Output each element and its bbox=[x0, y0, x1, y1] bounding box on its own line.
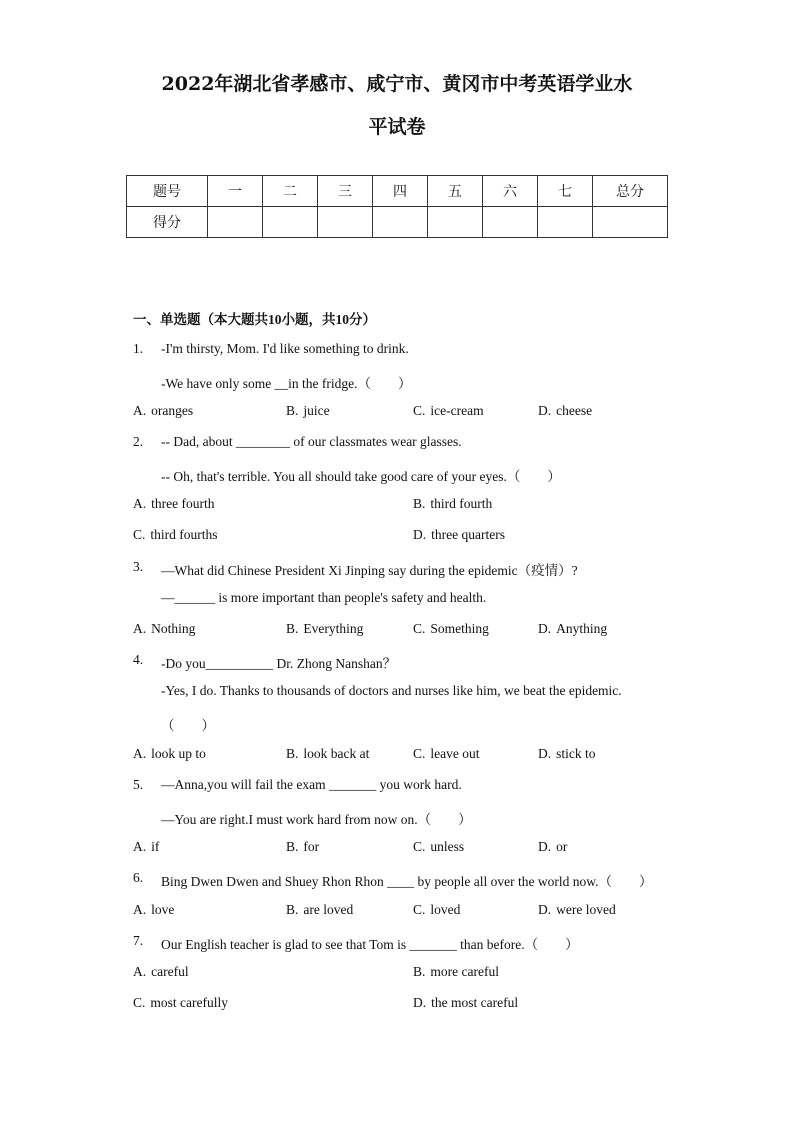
option-d bbox=[538, 902, 616, 918]
option-d bbox=[538, 839, 567, 855]
option-b bbox=[286, 403, 330, 419]
question-number: 1. bbox=[133, 341, 144, 356]
score-header-cell: 题号 bbox=[127, 176, 208, 207]
question-line: —What did Chinese President Xi Jinping say during the epidemic（疫情）? bbox=[161, 563, 578, 578]
question-line: —Anna,you will fail the exam _______ you work hard. bbox=[161, 777, 462, 792]
score-cell bbox=[428, 207, 483, 238]
option-text: Something bbox=[430, 621, 489, 636]
option-text: third fourth bbox=[430, 496, 493, 511]
option-letter: B. bbox=[413, 496, 426, 511]
option-text: careful bbox=[151, 964, 189, 979]
section-mid: 小题，共 bbox=[281, 312, 336, 328]
option-text: look back at bbox=[303, 746, 370, 761]
question-line: -We have only some __in the fridge.（ ） bbox=[161, 376, 412, 391]
option-text: ice-cream bbox=[430, 403, 484, 418]
document-title-line2: 平试卷 bbox=[368, 116, 426, 138]
option-b bbox=[286, 839, 319, 855]
option-text: were loved bbox=[556, 902, 616, 917]
option-c bbox=[413, 621, 489, 637]
option-text: loved bbox=[430, 902, 461, 917]
question-line: -I'm thirsty, Mom. I'd like something to drink. bbox=[161, 341, 409, 356]
option-c bbox=[133, 995, 228, 1011]
option-b bbox=[286, 902, 353, 918]
option-d bbox=[538, 621, 607, 637]
score-header-cell: 二 bbox=[263, 176, 318, 207]
option-d bbox=[538, 746, 596, 762]
question-number: 2. bbox=[133, 434, 144, 449]
option-a bbox=[133, 964, 189, 980]
option-a bbox=[133, 902, 174, 918]
option-text: stick to bbox=[556, 746, 596, 761]
question-line: -Yes, I do. Thanks to thousands of doctors and nurses like him, we beat the epidemic. bbox=[161, 683, 622, 698]
score-cell bbox=[538, 207, 593, 238]
score-header-cell: 三 bbox=[318, 176, 373, 207]
score-cell bbox=[263, 207, 318, 238]
option-letter: A. bbox=[133, 496, 147, 511]
score-cell bbox=[373, 207, 428, 238]
option-letter: C. bbox=[413, 902, 426, 917]
option-c bbox=[133, 527, 218, 543]
score-header-cell: 五 bbox=[428, 176, 483, 207]
section-end: 分） bbox=[349, 312, 376, 328]
option-a bbox=[133, 621, 195, 637]
option-letter: D. bbox=[538, 902, 552, 917]
score-table bbox=[126, 175, 668, 238]
option-a bbox=[133, 403, 193, 419]
score-cell bbox=[483, 207, 538, 238]
question-line: —______ is more important than people's safety and health. bbox=[161, 590, 487, 605]
option-b bbox=[413, 964, 499, 980]
option-text: cheese bbox=[556, 403, 593, 418]
option-text: or bbox=[556, 839, 568, 854]
option-letter: C. bbox=[413, 746, 426, 761]
option-letter: A. bbox=[133, 839, 147, 854]
question-line: -- Dad, about ________ of our classmates wear glasses. bbox=[161, 434, 462, 449]
question-line: Bing Dwen Dwen and Shuey Rhon Rhon ____ by people all over the world now.（ ） bbox=[161, 874, 653, 889]
option-text: oranges bbox=[151, 403, 194, 418]
score-header-cell: 六 bbox=[483, 176, 538, 207]
option-letter: C. bbox=[413, 839, 426, 854]
option-letter: A. bbox=[133, 746, 147, 761]
option-b bbox=[286, 621, 363, 637]
option-letter: C. bbox=[133, 527, 146, 542]
score-row-label: 得分 bbox=[127, 207, 208, 238]
option-text: most carefully bbox=[150, 995, 228, 1010]
section-label: 一、单选题（本大题共 bbox=[133, 312, 268, 328]
question-line: -Do you__________ Dr. Zhong Nanshan？ bbox=[161, 656, 397, 671]
option-c bbox=[413, 902, 460, 918]
option-letter: B. bbox=[286, 403, 299, 418]
score-header-cell: 一 bbox=[208, 176, 263, 207]
option-text: Anything bbox=[556, 621, 608, 636]
question-number: 3. bbox=[133, 559, 144, 574]
option-d bbox=[538, 403, 592, 419]
question-line: -- Oh, that's terrible. You all should take good care of your eyes.（ ） bbox=[161, 469, 561, 484]
option-text: love bbox=[151, 902, 175, 917]
option-c bbox=[413, 403, 484, 419]
option-letter: A. bbox=[133, 621, 147, 636]
score-table-header-row bbox=[127, 176, 668, 207]
option-letter: D. bbox=[538, 403, 552, 418]
option-letter: D. bbox=[413, 527, 427, 542]
question-line: —You are right.I must work hard from now on.（ ） bbox=[161, 812, 472, 827]
question-number: 6. bbox=[133, 870, 144, 885]
option-letter: B. bbox=[286, 902, 299, 917]
score-table-score-row bbox=[127, 207, 668, 238]
option-b bbox=[413, 496, 492, 512]
option-letter: B. bbox=[286, 746, 299, 761]
question-number: 4. bbox=[133, 652, 144, 667]
question-number: 5. bbox=[133, 777, 144, 792]
question-number: 7. bbox=[133, 933, 144, 948]
option-letter: D. bbox=[413, 995, 427, 1010]
score-header-cell: 四 bbox=[373, 176, 428, 207]
option-text: for bbox=[303, 839, 320, 854]
option-letter: D. bbox=[538, 746, 552, 761]
option-text: third fourths bbox=[150, 527, 218, 542]
score-header-cell: 总分 bbox=[593, 176, 668, 207]
section-count2: 10 bbox=[335, 312, 349, 327]
option-letter: C. bbox=[413, 403, 426, 418]
score-cell bbox=[208, 207, 263, 238]
option-letter: A. bbox=[133, 403, 147, 418]
option-letter: A. bbox=[133, 964, 147, 979]
option-text: three fourth bbox=[151, 496, 215, 511]
section-count1: 10 bbox=[268, 312, 282, 327]
option-letter: B. bbox=[286, 621, 299, 636]
option-text: the most careful bbox=[431, 995, 519, 1010]
option-text: if bbox=[151, 839, 160, 854]
option-text: look up to bbox=[151, 746, 206, 761]
option-letter: B. bbox=[413, 964, 426, 979]
option-letter: B. bbox=[286, 839, 299, 854]
option-d bbox=[413, 527, 505, 543]
option-c bbox=[413, 839, 464, 855]
option-text: are loved bbox=[303, 902, 354, 917]
option-letter: A. bbox=[133, 902, 147, 917]
option-b bbox=[286, 746, 369, 762]
option-letter: C. bbox=[413, 621, 426, 636]
option-letter: D. bbox=[538, 621, 552, 636]
section-heading bbox=[133, 308, 376, 328]
score-header-cell: 七 bbox=[538, 176, 593, 207]
option-text: three quarters bbox=[431, 527, 505, 542]
option-text: unless bbox=[430, 839, 465, 854]
option-letter: C. bbox=[133, 995, 146, 1010]
question-line: Our English teacher is glad to see that Tom is _______ than before.（ ） bbox=[161, 937, 579, 952]
question-line: （ ） bbox=[161, 718, 215, 733]
option-text: juice bbox=[303, 403, 330, 418]
option-a bbox=[133, 839, 159, 855]
option-d bbox=[413, 995, 518, 1011]
option-letter: D. bbox=[538, 839, 552, 854]
option-c bbox=[413, 746, 480, 762]
score-cell bbox=[318, 207, 373, 238]
option-text: leave out bbox=[430, 746, 480, 761]
score-cell bbox=[593, 207, 668, 238]
document-title-line1: 2022年湖北省孝感市、咸宁市、黄冈市中考英语学业水 bbox=[161, 73, 633, 95]
option-a bbox=[133, 496, 214, 512]
option-text: more careful bbox=[430, 964, 499, 979]
option-text: Nothing bbox=[151, 621, 196, 636]
option-text: Everything bbox=[303, 621, 364, 636]
option-a bbox=[133, 746, 206, 762]
